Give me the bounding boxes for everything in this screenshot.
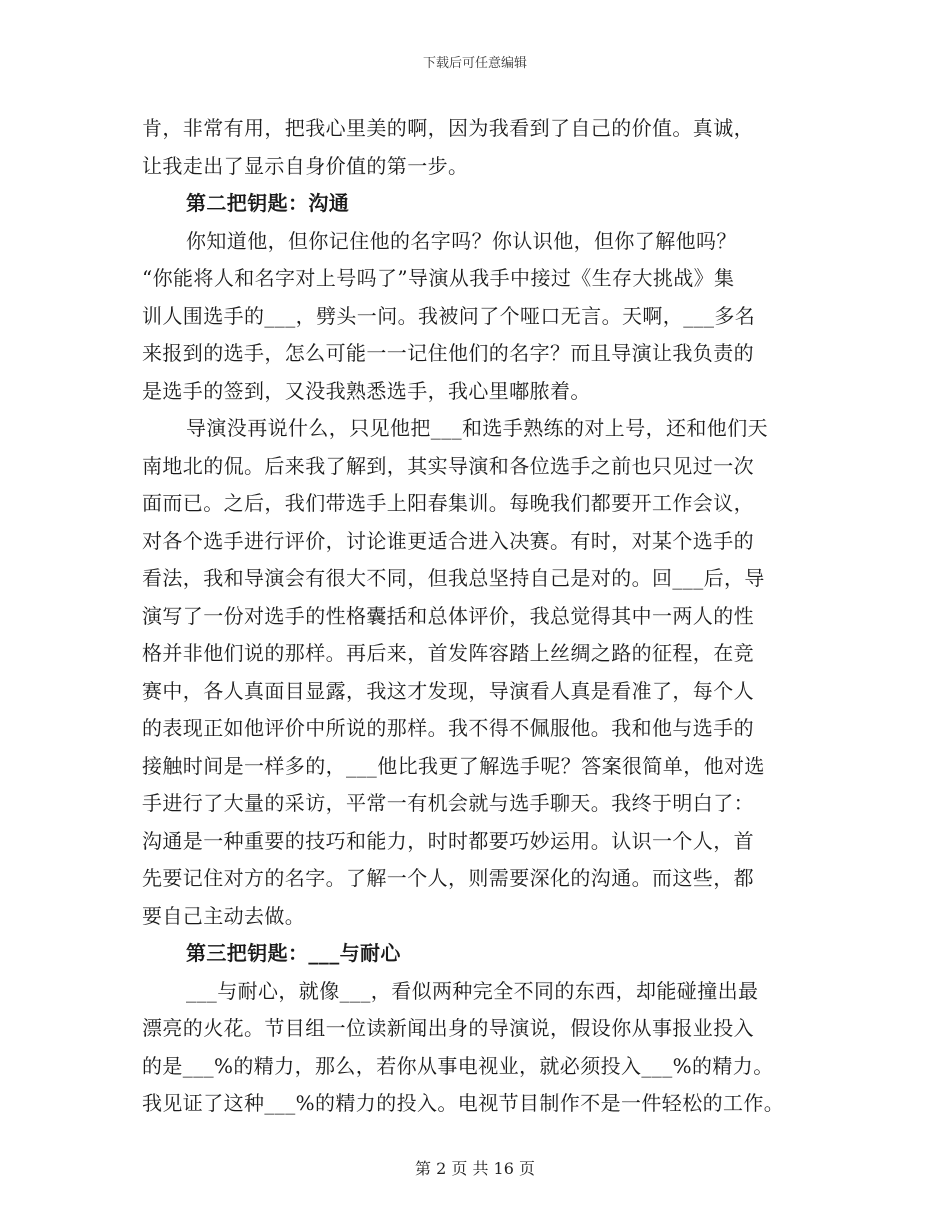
body-line: 你知道他，但你记住他的名字吗？你认识他，但你了解他吗？ bbox=[186, 228, 737, 253]
body-line: 是选手的签到，又没我熟悉选手，我心里嘟脓着。 bbox=[142, 378, 591, 403]
body-line: 要自己主动去做。 bbox=[142, 903, 306, 928]
body-line: 导演没再说什么，只见他把___和选手熟练的对上号，还和他们天 bbox=[186, 416, 768, 440]
body-line: 演写了一份对选手的性格囊括和总体评价，我总觉得其中一两人的性 bbox=[142, 603, 754, 628]
body-line: 来报到的选手，怎么可能一一记住他们的名字？而且导演让我负责的 bbox=[142, 341, 754, 365]
document-body bbox=[142, 110, 832, 1123]
body-line: 看法，我和导演会有很大不同，但我总坚持自己是对的。回___后，导 bbox=[142, 566, 765, 590]
body-line: 手进行了大量的采访，平常一有机会就与选手聊天。我终于明白了： bbox=[142, 791, 754, 815]
section-heading: 第三把钥匙：___与耐心 bbox=[186, 941, 401, 965]
body-line: 训人围选手的___，劈头一问。我被问了个哑口无言。天啊，___多名 bbox=[142, 303, 756, 328]
body-line: 接触时间是一样多的，___他比我更了解选手呢？答案很简单，他对选 bbox=[142, 753, 765, 778]
body-line: 面而已。之后，我们带选手上阳春集训。每晚我们都要开工作会议， bbox=[142, 491, 754, 515]
body-line: 赛中，各人真面目显露，我这才发现，导演看人真是看准了，每个人 bbox=[142, 678, 754, 703]
body-line: 先要记住对方的名字。了解一个人，则需要深化的沟通。而这些，都 bbox=[142, 866, 754, 890]
body-line: ___与耐心，就像___，看似两种完全不同的东西，却能碰撞出最 bbox=[186, 978, 759, 1003]
body-line: 对各个选手进行评价，讨论谁更适合进入决赛。有时，对某个选手的 bbox=[142, 528, 754, 553]
body-line: 漂亮的火花。节目组一位读新闻出身的导演说，假设你从事报业投入 bbox=[142, 1016, 754, 1040]
section-heading: 第二把钥匙：沟通 bbox=[186, 191, 350, 215]
body-line: 格并非他们说的那样。再后来，首发阵容踏上丝绸之路的征程，在竞 bbox=[142, 641, 754, 665]
body-line: 沟通是一种重要的技巧和能力，时时都要巧妙运用。认识一个人，首 bbox=[142, 828, 754, 853]
body-line: “你能将人和名字对上号吗了”导演从我手中接过《生存大挑战》集 bbox=[142, 266, 735, 290]
body-line: 我见证了这种___%的精力的投入。电视节目制作不是一件轻松的工作。 bbox=[142, 1091, 785, 1115]
body-line: 南地北的侃。后来我了解到，其实导演和各位选手之前也只见过一次 bbox=[142, 453, 754, 478]
page-footer: 第 2 页 共 16 页 bbox=[415, 1159, 535, 1178]
body-line: 的是___%的精力，那么，若你从事电视业，就必须投入___%的精力。 bbox=[142, 1053, 774, 1078]
body-line: 的表现正如他评价中所说的那样。我不得不佩服他。我和他与选手的 bbox=[142, 716, 754, 740]
page-header: 下载后可任意编辑 bbox=[422, 56, 527, 71]
body-line: 肯，非常有用，把我心里美的啊，因为我看到了自己的价值。真诚， bbox=[142, 116, 754, 140]
body-line: 让我走出了显示自身价值的第一步。 bbox=[142, 153, 469, 178]
